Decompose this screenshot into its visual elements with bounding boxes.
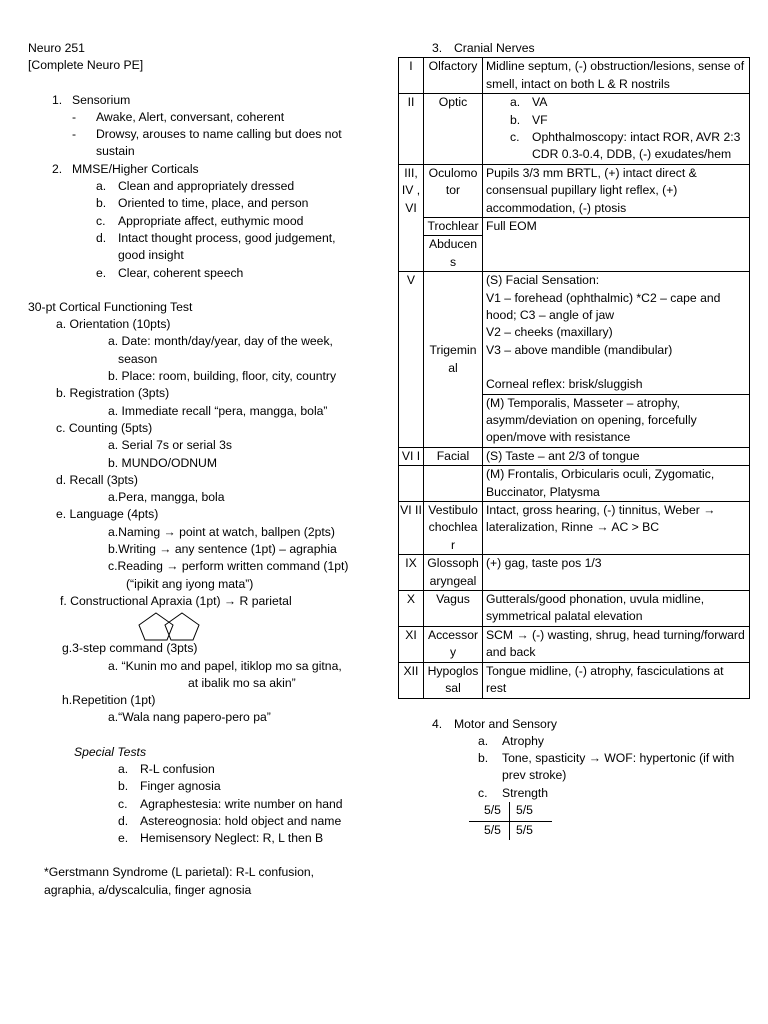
intersecting-pentagons-icon <box>136 612 236 642</box>
nerve-name: Trigemin al <box>424 272 483 448</box>
nerve-number: II <box>399 94 424 165</box>
table-row <box>399 447 750 465</box>
list-number: 1. <box>52 92 63 107</box>
heading-label: Motor and Sensory <box>454 716 557 731</box>
nerve-name: Abducen s <box>424 236 483 272</box>
cortical-line: season <box>118 351 158 366</box>
list-item: b. Oriented to time, place, and person <box>96 196 309 211</box>
list-item: c. Appropriate affect, euthymic mood <box>96 213 304 228</box>
table-row <box>399 591 750 627</box>
list-item: - Awake, Alert, conversant, coherent <box>72 109 285 124</box>
nerve-exam: a. VA b. VF c. Ophthalmoscopy: intact ROR, AVR 2:3 CDR 0.3-0.4, DDB, (-) exudates/hem <box>483 94 750 165</box>
nerve-number: X <box>399 591 424 627</box>
item-text: Drowsy, arouses to name calling but does not <box>96 127 342 142</box>
nerve-number: XI <box>399 626 424 662</box>
table-row <box>399 662 750 698</box>
nerve-name: Trochlear <box>424 217 483 235</box>
cortical-line: d. Recall (3pts) <box>56 472 138 487</box>
list-item: e. Hemisensory Neglect: R, L then B <box>118 831 324 846</box>
nerve-number: I <box>399 58 424 94</box>
nerve-name: Optic <box>424 94 483 165</box>
nerve-exam: Tongue midline, (-) atrophy, fasciculations at rest <box>483 662 750 698</box>
nerve-name <box>424 466 483 502</box>
item-text: Awake, Alert, conversant, coherent <box>96 109 285 124</box>
table-row <box>399 164 750 217</box>
nerve-name: Hypoglos sal <box>424 662 483 698</box>
spacer <box>398 699 758 716</box>
motor-sensory-heading <box>398 716 758 733</box>
cortical-line: e. Language (4pts) <box>56 507 159 522</box>
cortical-line: b. Place: room, building, floor, city, country <box>108 369 337 384</box>
table-row <box>399 626 750 662</box>
nerve-number: V <box>399 272 424 448</box>
gerstmann-note: *Gerstmann Syndrome (L parietal): R-L confusion, <box>44 865 315 880</box>
nerve-name: Vagus <box>424 591 483 627</box>
cortical-line: a.“Wala nang papero-pero pa” <box>108 710 271 725</box>
heading-label: Sensorium <box>72 92 131 107</box>
nerve-exam: (S) Taste – ant 2/3 of tongue <box>483 447 750 465</box>
list-item: a. Atrophy <box>478 733 545 748</box>
cortical-line: (“ipikit ang iyong mata”) <box>126 576 254 591</box>
list-item: d. Astereognosia: hold object and name <box>118 813 342 828</box>
nerve-exam: Pupils 3/3 mm BRTL, (+) intact direct & consensual pupillary light reflex, (+) accommodation, (-) ptosis <box>483 164 750 217</box>
cortical-line: a. Date: month/day/year, day of the week, <box>108 334 333 349</box>
nerve-exam: Midline septum, (-) obstruction/lesions, sense of smell, intact on both L & R nostrils <box>483 58 750 94</box>
doc-title: Neuro 251 <box>28 41 85 55</box>
cortical-line: a.Naming → point at watch, ballpen (2pts) <box>108 524 335 539</box>
nerve-number <box>399 466 424 502</box>
list-item: c. Strength <box>478 785 549 800</box>
cranial-nerves-heading <box>398 40 758 57</box>
cortical-line: b. MUNDO/ODNUM <box>108 455 218 470</box>
cortical-line: b. Registration (3pts) <box>56 386 170 401</box>
nerve-exam: (+) gag, taste pos 1/3 <box>483 555 750 591</box>
nerve-name: Olfactory <box>424 58 483 94</box>
doc-subtitle: [Complete Neuro PE] <box>28 58 144 73</box>
nerve-name: Glossoph aryngeal <box>424 555 483 591</box>
item-text: sustain <box>96 144 135 159</box>
list-item <box>28 143 378 160</box>
special-tests-title: Special Tests <box>74 744 147 759</box>
spacer <box>28 282 378 299</box>
cortical-line: a. Immediate recall “pera, mangga, bola” <box>108 403 328 418</box>
cortical-line: h.Repetition (1pt) <box>62 693 156 708</box>
nerve-name: Facial <box>424 447 483 465</box>
nerve-number: IX <box>399 555 424 591</box>
list-item: a. Clean and appropriately dressed <box>96 179 295 194</box>
cortical-line: b.Writing → any sentence (1pt) – agraphia <box>108 542 337 557</box>
cortical-line: g.3-step command (3pts) <box>62 641 198 656</box>
mmse-heading <box>28 161 378 178</box>
list-item: d. Intact thought process, good judgement, <box>96 230 336 245</box>
list-number: 3. <box>432 41 443 55</box>
table-row <box>399 217 750 235</box>
strength-upper-right: 5/5 <box>516 803 533 817</box>
heading-label: MMSE/Higher Corticals <box>72 161 199 176</box>
nerve-exam: Intact, gross hearing, (-) tinnitus, Weber → lateralization, Rinne → AC > BC <box>483 502 750 555</box>
list-item: - Drowsy, arouses to name calling but does not <box>72 127 342 142</box>
table-row <box>399 555 750 591</box>
list-item: c. Agraphestesia: write number on hand <box>118 796 343 811</box>
nerve-name: Vestibulo chochlea r <box>424 502 483 555</box>
spacer <box>28 847 378 864</box>
cortical-line: a. “Kunin mo and papel, itiklop mo sa gitna, <box>108 658 342 673</box>
list-item: b. Finger agnosia <box>118 779 221 794</box>
left-column <box>28 40 378 899</box>
nerve-exam: SCM → (-) wasting, shrug, head turning/forward and back <box>483 626 750 662</box>
nerve-exam: (S) Facial Sensation: V1 – forehead (ophthalmic) *C2 – cape and hood; C3 – angle of jaw V2 – cheeks (maxillary) V3 – above mandible (mandibular) Corneal reflex: brisk/sluggish <box>483 272 750 394</box>
list-number: 2. <box>52 161 63 176</box>
grid-horizontal-line <box>469 821 552 822</box>
nerve-number: VI II <box>399 502 424 555</box>
pentagons-figure <box>28 610 378 640</box>
nerve-exam: (M) Frontalis, Orbicularis oculi, Zygomatic, Buccinator, Platysma <box>483 466 750 502</box>
list-item: prev stroke) <box>502 768 567 783</box>
cortical-test-title: 30-pt Cortical Functioning Test <box>28 299 193 314</box>
nerve-number: XII <box>399 662 424 698</box>
table-row <box>399 502 750 555</box>
spacer <box>28 75 378 92</box>
strength-grid <box>398 802 758 842</box>
nerve-exam: Full EOM <box>483 217 750 271</box>
cortical-line: a. Orientation (10pts) <box>56 317 171 332</box>
list-item: a. R-L confusion <box>118 761 215 776</box>
nerve-number: VI I <box>399 447 424 465</box>
list-item: good insight <box>118 248 184 263</box>
list-number: 4. <box>432 716 443 731</box>
heading-label: Cranial Nerves <box>454 41 535 55</box>
cortical-line: a. Serial 7s or serial 3s <box>108 438 232 453</box>
right-column <box>398 40 758 842</box>
strength-lower-left: 5/5 <box>484 823 501 837</box>
cortical-line: c. Counting (5pts) <box>56 420 153 435</box>
cortical-line: c.Reading → perform written command (1pt) <box>108 559 349 574</box>
nerve-exam: (M) Temporalis, Masseter – atrophy, asymm/deviation on opening, forcefully open/move with resistance <box>483 394 750 447</box>
sensorium-heading <box>28 92 378 109</box>
nerve-number: III, IV , VI <box>399 164 424 271</box>
list-item: b. Tone, spasticity → WOF: hypertonic (if with <box>478 751 735 766</box>
cortical-line: at ibalik mo sa akin” <box>188 675 296 690</box>
table-row <box>399 58 750 94</box>
nerve-name: Oculomo tor <box>424 164 483 217</box>
cranial-nerves-table <box>398 57 750 698</box>
list-item: e. Clear, coherent speech <box>96 265 244 280</box>
strength-lower-right: 5/5 <box>516 823 533 837</box>
nerve-name: Accessor y <box>424 626 483 662</box>
strength-upper-left: 5/5 <box>484 803 501 817</box>
cortical-line: a.Pera, mangga, bola <box>108 490 225 505</box>
spacer <box>28 727 378 744</box>
table-row <box>399 94 750 165</box>
nerve-exam: Gutterals/good phonation, uvula midline, symmetrical palatal elevation <box>483 591 750 627</box>
gerstmann-note: agraphia, a/dyscalculia, finger agnosia <box>44 882 252 897</box>
table-row <box>399 466 750 502</box>
table-row <box>399 272 750 394</box>
cortical-line: f. Constructional Apraxia (1pt) → R parietal <box>60 593 292 608</box>
